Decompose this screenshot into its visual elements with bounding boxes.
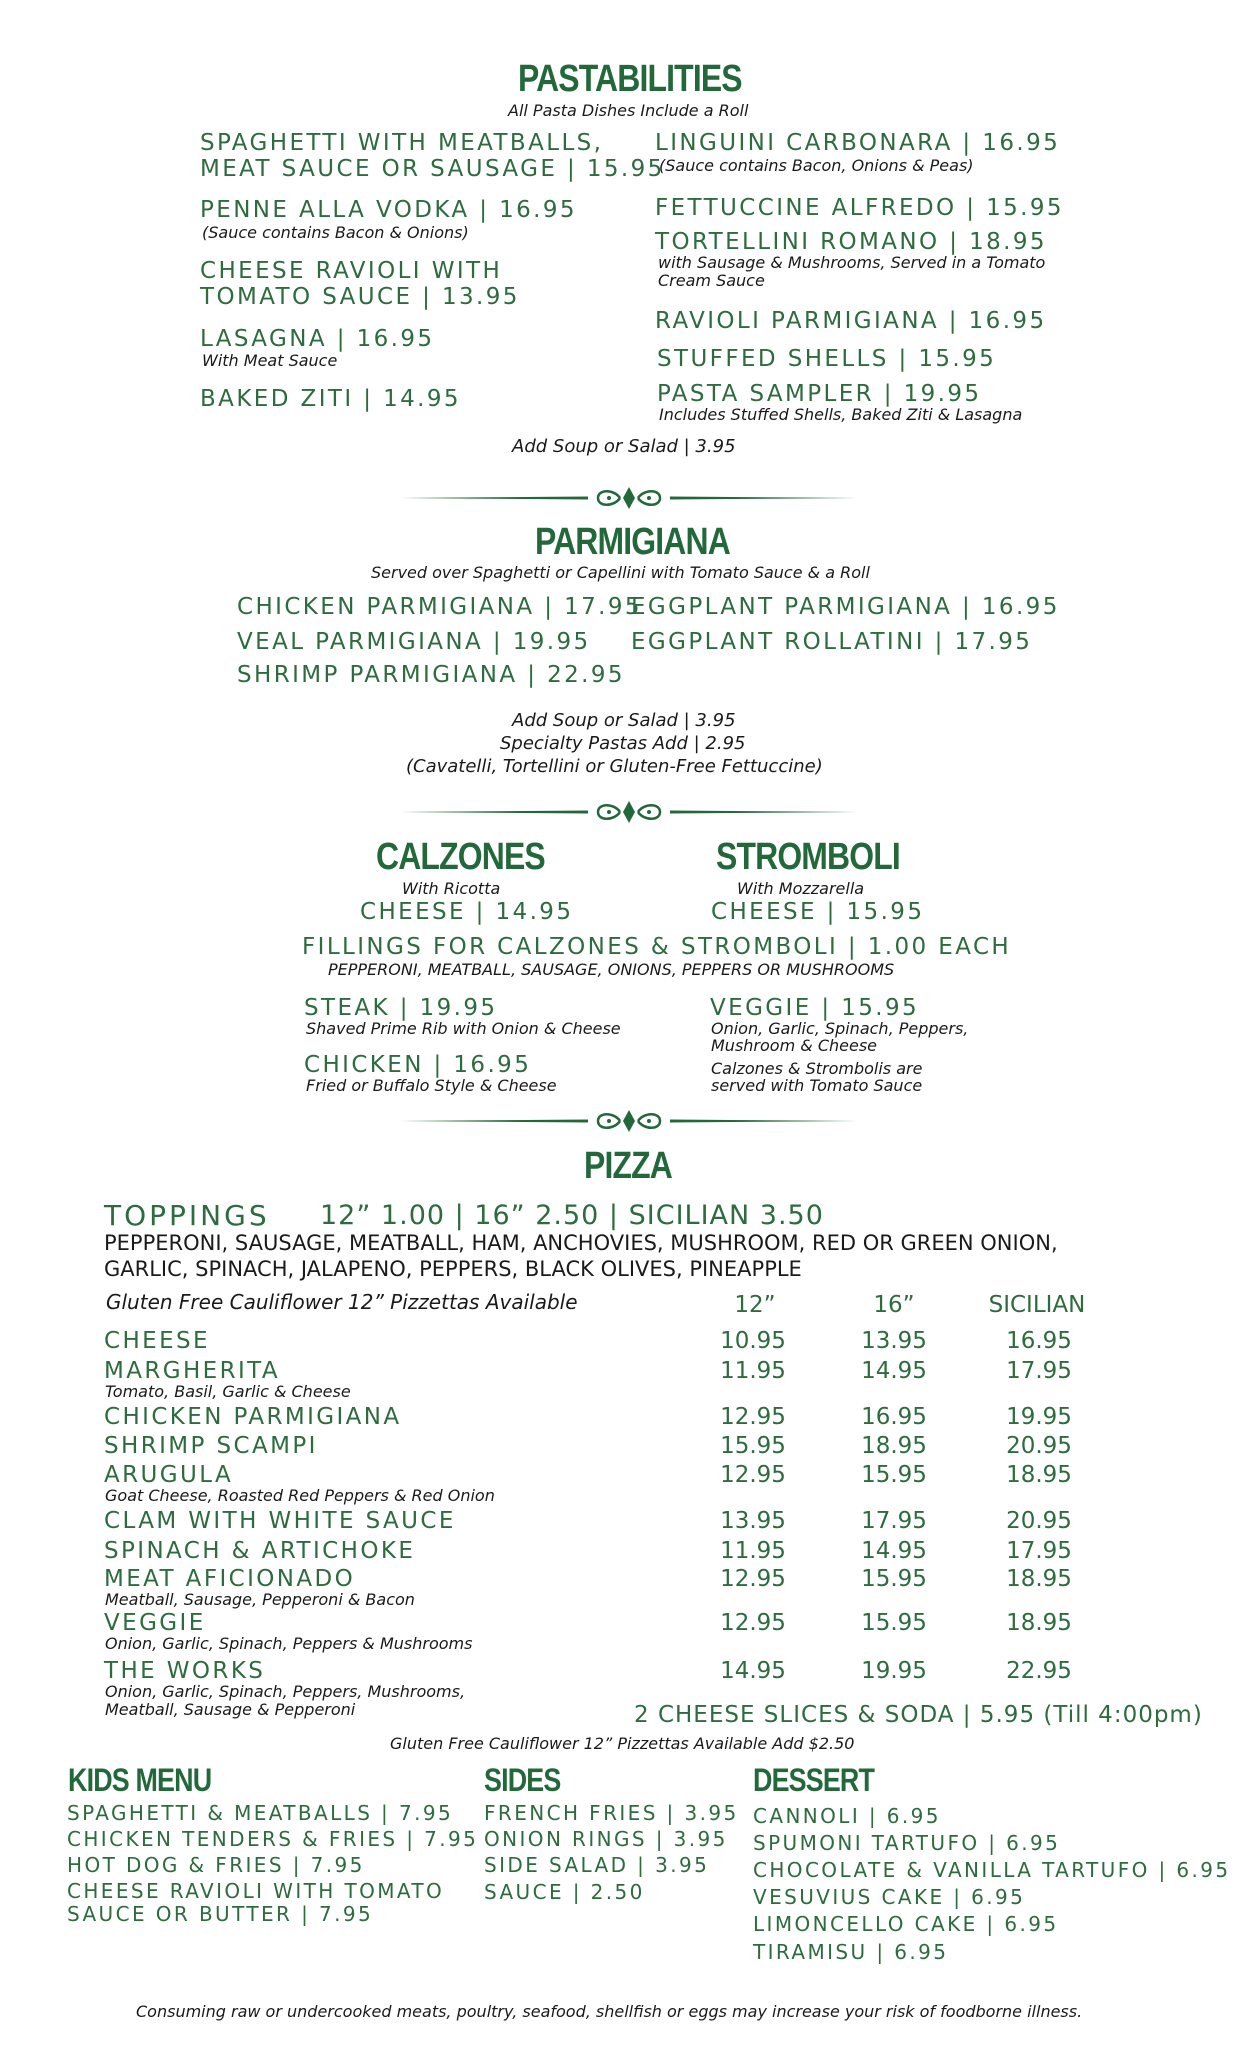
pasta-item-ziti: BAKED ZITI | 14.95 [200,386,461,412]
pizza-price-12: 12.95 [720,1566,786,1592]
pizza-row-note: Onion, Garlic, Spinach, Peppers, Mushrooms, [105,1682,466,1701]
pasta-note-sampler: Includes Stuffed Shells, Baked Ziti & Lasagna [659,405,1023,424]
pasta-item-spaghetti: SPAGHETTI WITH MEATBALLS, [200,130,604,156]
sides-item: FRENCH FRIES | 3.95 [484,1801,739,1825]
calzone-subtitle: With Ricotta [402,879,501,898]
pizza-col-12: 12” [734,1292,776,1318]
pizza-price-16: 15.95 [861,1566,927,1592]
pizza-gf-note: Gluten Free Cauliflower 12” Pizzettas Available [106,1290,578,1314]
pasta-item-ravioli-parm: RAVIOLI PARMIGIANA | 16.95 [655,308,1047,334]
pizza-price-sicilian: 20.95 [1006,1508,1072,1534]
sides-item: SAUCE | 2.50 [484,1880,645,1904]
kids-item: HOT DOG & FRIES | 7.95 [67,1853,365,1877]
pizza-row-note: Meatball, Sausage & Pepperoni [105,1700,356,1719]
dessert-item: CHOCOLATE & VANILLA TARTUFO | 6.95 [753,1858,1231,1882]
pizza-price-sicilian: 20.95 [1006,1433,1072,1459]
pizza-slice-deal: 2 CHEESE SLICES & SODA | 5.95 (Till 4:00pm) [634,1702,1203,1728]
fillings-veggie: VEGGIE | 15.95 [710,995,920,1021]
pizza-price-sicilian: 17.95 [1006,1358,1072,1384]
stromboli-cheese-price: CHEESE | 15.95 [711,899,925,925]
pizza-row-name: CHICKEN PARMIGIANA [104,1404,402,1430]
pizza-toppings-prices: 12” 1.00 | 16” 2.50 | SICILIAN 3.50 [320,1200,824,1231]
pizza-row-note: Goat Cheese, Roasted Red Peppers & Red Onion [105,1486,495,1505]
pasta-addon: Add Soup or Salad | 3.95 [512,436,736,457]
pizza-col-16: 16” [873,1292,915,1318]
parm-item-chicken: CHICKEN PARMIGIANA | 17.95 [237,594,642,620]
calzone-cheese-price: CHEESE | 14.95 [360,899,574,925]
pizza-toppings-label: TOPPINGS [104,1199,270,1232]
kids-item: CHEESE RAVIOLI WITH TOMATO [67,1879,445,1903]
kids-item: SAUCE OR BUTTER | 7.95 [67,1902,374,1926]
pasta-note-lasagna: With Meat Sauce [202,351,338,370]
pizza-row-name: SPINACH & ARTICHOKE [104,1538,416,1564]
pizza-price-sicilian: 22.95 [1006,1658,1072,1684]
pizza-price-sicilian: 16.95 [1006,1328,1072,1354]
pizza-row-name: CLAM WITH WHITE SAUCE [104,1508,456,1534]
pizza-row-name: SHRIMP SCAMPI [104,1433,318,1459]
pizza-row-note: Onion, Garlic, Spinach, Peppers & Mushrooms [105,1634,473,1653]
dessert-item: TIRAMISU | 6.95 [753,1940,949,1964]
pizza-price-sicilian: 18.95 [1006,1462,1072,1488]
sides-item: SIDE SALAD | 3.95 [484,1853,710,1877]
dessert-item: SPUMONI TARTUFO | 6.95 [753,1831,1061,1855]
pizza-price-12: 14.95 [720,1658,786,1684]
pasta-title: PASTABILITIES [518,58,742,100]
kids-title: KIDS MENU [68,1762,212,1798]
pizza-price-sicilian: 18.95 [1006,1610,1072,1636]
pasta-item-penne: PENNE ALLA VODKA | 16.95 [200,197,577,223]
parm-addon-specialty: Specialty Pastas Add | 2.95 [500,733,746,754]
pasta-item-tortellini: TORTELLINI ROMANO | 18.95 [655,229,1047,255]
pizza-price-16: 15.95 [861,1462,927,1488]
pasta-item-ravioli-line2: TOMATO SAUCE | 13.95 [200,284,520,310]
parm-item-shrimp: SHRIMP PARMIGIANA | 22.95 [237,662,625,688]
pizza-row-name: ARUGULA [104,1462,234,1488]
pizza-row-name: MEAT AFICIONADO [104,1566,356,1592]
stromboli-subtitle: With Mozzarella [737,879,865,898]
pizza-price-16: 19.95 [861,1658,927,1684]
parm-item-eggplant: EGGPLANT PARMIGIANA | 16.95 [631,594,1060,620]
ornament-divider [398,485,860,511]
parm-subtitle: Served over Spaghetti or Capellini with Tomato Sauce & a Roll [371,563,870,582]
pizza-toppings-list: PEPPERONI, SAUSAGE, MEATBALL, HAM, ANCHOVIES, MUSHROOM, RED OR GREEN ONION, [104,1231,1058,1255]
pizza-price-12: 12.95 [720,1404,786,1430]
pizza-price-sicilian: 18.95 [1006,1566,1072,1592]
pizza-price-12: 11.95 [720,1358,786,1384]
pasta-item-shells: STUFFED SHELLS | 15.95 [657,346,997,372]
pasta-note-tortellini-line2: Cream Sauce [658,271,765,290]
pizza-row-name: MARGHERITA [104,1358,280,1384]
calzone-title: CALZONES [376,836,545,878]
sides-item: ONION RINGS | 3.95 [484,1827,728,1851]
kids-item: SPAGHETTI & MEATBALLS | 7.95 [67,1801,454,1825]
fillings-sauce-note-line2: served with Tomato Sauce [711,1076,923,1095]
pizza-price-16: 14.95 [861,1358,927,1384]
fillings-sauce-note: Calzones & Strombolis are [711,1059,923,1078]
dessert-item: VESUVIUS CAKE | 6.95 [753,1885,1026,1909]
pizza-title: PIZZA [584,1145,673,1187]
pizza-price-16: 18.95 [861,1433,927,1459]
pizza-price-12: 10.95 [720,1328,786,1354]
pizza-price-12: 13.95 [720,1508,786,1534]
pasta-note-tortellini: with Sausage & Mushrooms, Served in a Tomato [658,253,1046,272]
pasta-note-penne: (Sauce contains Bacon & Onions) [202,223,469,242]
parm-addon-pastas: (Cavatelli, Tortellini or Gluten-Free Fettuccine) [406,756,823,777]
pizza-row-name: THE WORKS [104,1658,266,1684]
pasta-item-carbonara: LINGUINI CARBONARA | 16.95 [655,130,1061,156]
pasta-item-ravioli: CHEESE RAVIOLI WITH [200,258,503,284]
fillings-chicken-note: Fried or Buffalo Style & Cheese [306,1076,557,1095]
pasta-subtitle: All Pasta Dishes Include a Roll [508,101,749,120]
pizza-price-12: 15.95 [720,1433,786,1459]
ornament-divider [398,1108,860,1134]
fillings-chicken: CHICKEN | 16.95 [304,1052,532,1078]
pizza-price-12: 12.95 [720,1462,786,1488]
pizza-price-16: 14.95 [861,1538,927,1564]
pasta-item-alfredo: FETTUCCINE ALFREDO | 15.95 [655,195,1064,221]
pizza-price-16: 13.95 [861,1328,927,1354]
fillings-veggie-note-line2: Mushroom & Cheese [711,1036,877,1055]
pizza-price-sicilian: 19.95 [1006,1404,1072,1430]
ornament-divider [398,799,860,825]
pizza-row-note: Tomato, Basil, Garlic & Cheese [105,1382,351,1401]
parm-title: PARMIGIANA [535,521,730,563]
parm-addon-soup: Add Soup or Salad | 3.95 [512,710,736,731]
parm-item-rollatini: EGGPLANT ROLLATINI | 17.95 [631,629,1033,655]
fillings-steak-note: Shaved Prime Rib with Onion & Cheese [306,1019,621,1038]
fillings-veggie-note: Onion, Garlic, Spinach, Peppers, [711,1019,969,1038]
pizza-row-name: CHEESE [104,1328,210,1354]
pizza-price-16: 15.95 [861,1610,927,1636]
pizza-price-12: 12.95 [720,1610,786,1636]
dessert-item: CANNOLI | 6.95 [753,1804,941,1828]
pasta-item-spaghetti-line2: MEAT SAUCE OR SAUSAGE | 15.95 [200,156,665,182]
pasta-item-sampler: PASTA SAMPLER | 19.95 [657,381,982,407]
pizza-gf-add: Gluten Free Cauliflower 12” Pizzettas Available Add $2.50 [390,1734,855,1753]
sides-title: SIDES [484,1762,561,1798]
pizza-row-note: Meatball, Sausage, Pepperoni & Bacon [105,1590,415,1609]
pizza-price-16: 17.95 [861,1508,927,1534]
dessert-title: DESSERT [753,1762,875,1798]
pizza-toppings-list-line2: GARLIC, SPINACH, JALAPENO, PEPPERS, BLACK OLIVES, PINEAPPLE [104,1257,802,1281]
footer-disclaimer: Consuming raw or undercooked meats, poultry, seafood, shellfish or eggs may increase your risk of foodborne illness. [136,2002,1083,2021]
kids-item: CHICKEN TENDERS & FRIES | 7.95 [67,1827,479,1851]
fillings-steak: STEAK | 19.95 [304,995,498,1021]
stromboli-title: STROMBOLI [716,836,900,878]
pasta-item-lasagna: LASAGNA | 16.95 [200,326,435,352]
pizza-price-16: 16.95 [861,1404,927,1430]
pizza-price-sicilian: 17.95 [1006,1538,1072,1564]
fillings-title: FILLINGS FOR CALZONES & STROMBOLI | 1.00 EACH [302,934,1012,960]
pasta-note-carbonara: (Sauce contains Bacon, Onions & Peas) [659,156,974,175]
pizza-price-12: 11.95 [720,1538,786,1564]
dessert-item: LIMONCELLO CAKE | 6.95 [753,1912,1059,1936]
pizza-row-name: VEGGIE [104,1610,206,1636]
fillings-list: PEPPERONI, MEATBALL, SAUSAGE, ONIONS, PEPPERS OR MUSHROOMS [328,960,895,979]
parm-item-veal: VEAL PARMIGIANA | 19.95 [237,629,591,655]
pizza-col-sicilian: SICILIAN [988,1292,1086,1318]
